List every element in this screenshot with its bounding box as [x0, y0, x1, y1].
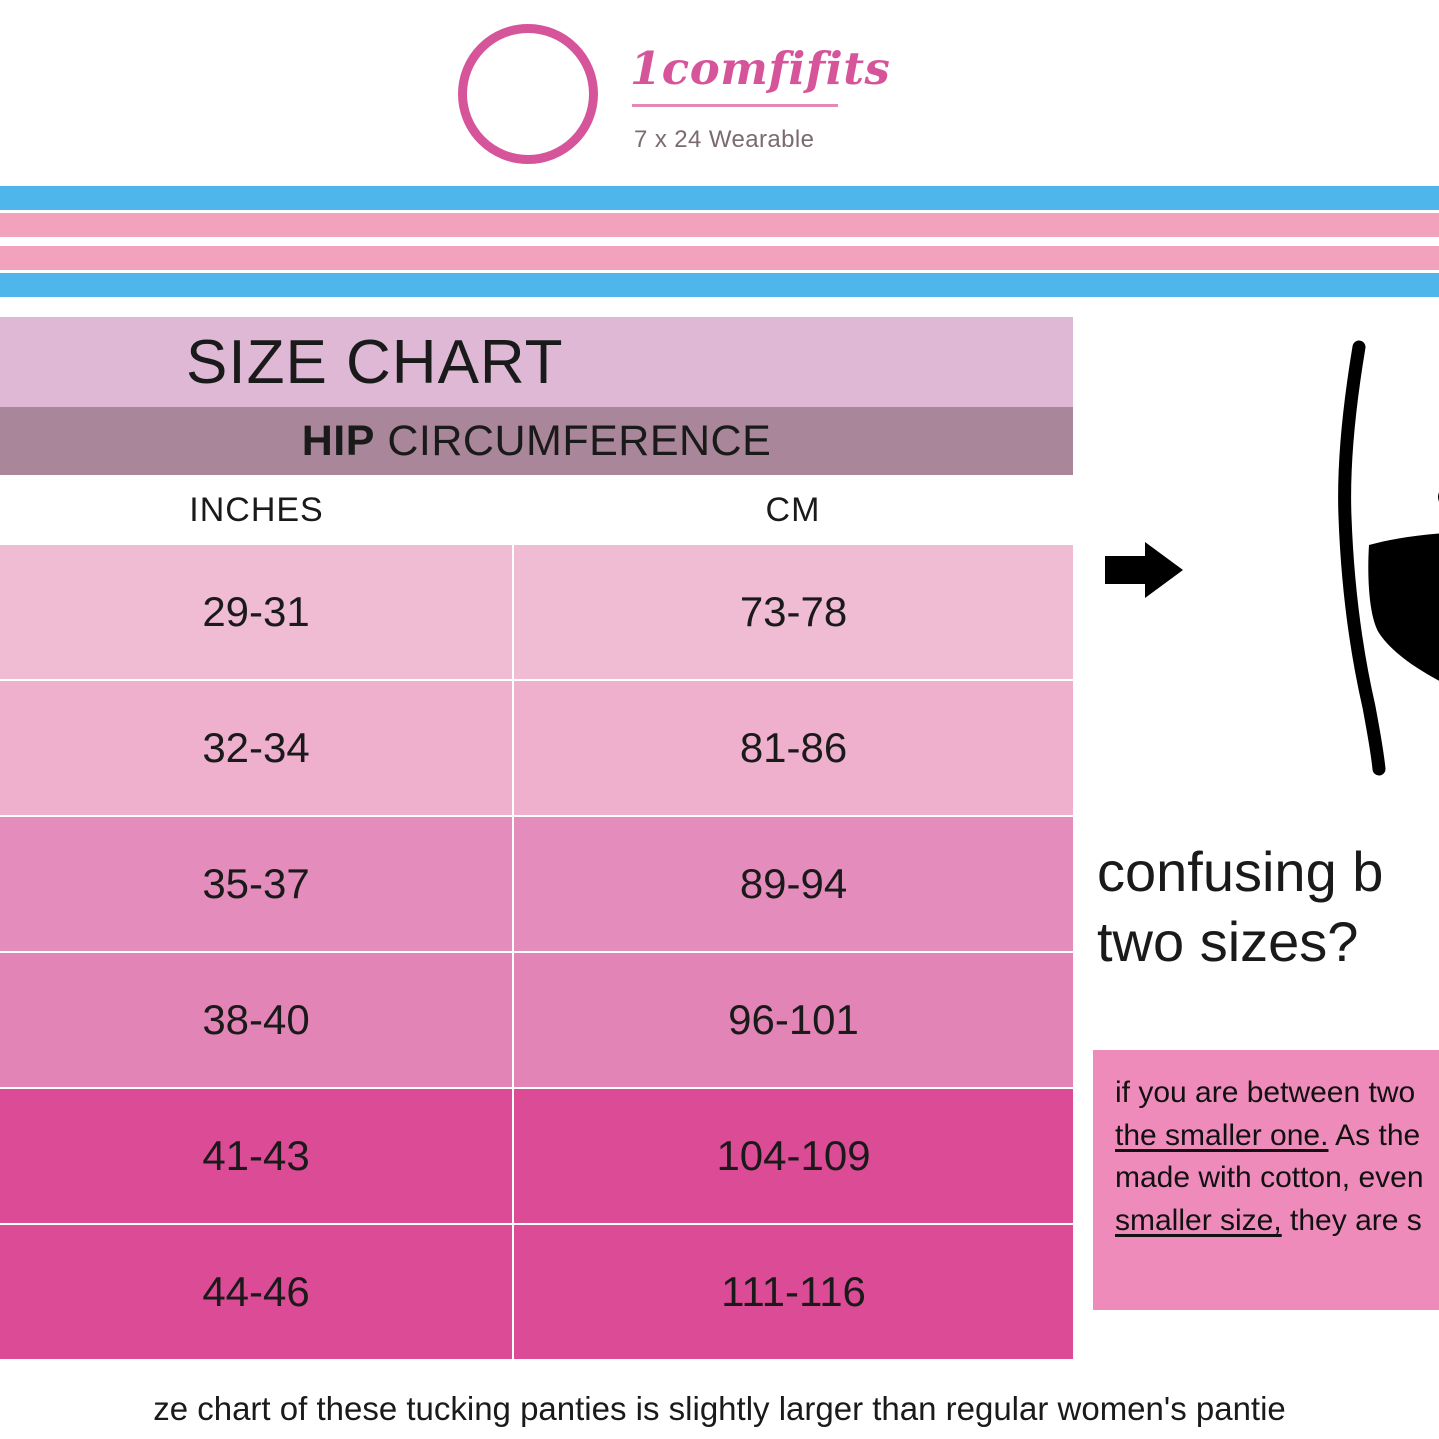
note-line-1: if you are between two [1115, 1076, 1416, 1109]
cell-inches: 44-46 [0, 1225, 514, 1359]
size-chart [0, 317, 1073, 1361]
hip-label-strong: HIP [301, 416, 375, 465]
cell-inches: 41-43 [0, 1089, 514, 1223]
table-row [0, 817, 1073, 953]
question-line-1: confusing b [1097, 840, 1384, 903]
stripe-pink-upper [0, 213, 1439, 237]
stripe-blue-bottom [0, 273, 1439, 297]
cell-cm: 73-78 [739, 588, 848, 635]
cell-cm: 81-86 [739, 724, 848, 771]
brand-ring-icon [458, 24, 598, 164]
cell-cm: 104-109 [716, 1132, 871, 1179]
stripe-band [0, 186, 1439, 308]
hip-label-rest: CIRCUMFERENCE [374, 416, 772, 465]
brand-name: 1comfifits [630, 42, 891, 95]
note-line-2-rest: As the [1328, 1118, 1421, 1152]
column-header-cm: CM [765, 490, 821, 529]
hip-circumference-bar [0, 407, 1073, 475]
table-row [0, 1089, 1073, 1225]
page-title: SIZE CHART [186, 327, 564, 397]
cell-inches: 35-37 [0, 817, 514, 951]
brand-header [0, 0, 1439, 186]
cell-cm: 111-116 [721, 1268, 866, 1315]
note-line-4-underlined: smaller size, [1115, 1203, 1282, 1237]
brand-divider [632, 104, 838, 107]
note-box [1093, 1050, 1439, 1310]
arrow-shaft [1105, 556, 1147, 584]
cell-inches: 29-31 [0, 545, 514, 679]
table-header-row [0, 475, 1073, 545]
table-row [0, 681, 1073, 817]
note-line-2-underlined: the smaller one. [1115, 1118, 1329, 1152]
cell-inches: 38-40 [0, 953, 514, 1087]
table-row [0, 545, 1073, 681]
right-panel [1073, 317, 1439, 1377]
stripe-blue-top [0, 186, 1439, 210]
footer-note: ze chart of these tucking panties is slightly larger than regular women's pantie [153, 1390, 1286, 1427]
note-line-3: made with cotton, even [1115, 1161, 1424, 1195]
hip-circumference-label [302, 417, 772, 466]
note-text [1115, 1072, 1439, 1242]
question-text [1097, 837, 1439, 977]
note-line-4-rest: they are s [1281, 1203, 1422, 1237]
question-line-2: two sizes? [1097, 910, 1359, 973]
cell-inches: 32-34 [0, 681, 514, 815]
brand-tagline: 7 x 24 Wearable [634, 126, 815, 153]
cell-cm: 96-101 [728, 996, 859, 1043]
size-chart-title-bar [0, 317, 1073, 407]
column-header-inches: INCHES [189, 490, 324, 529]
stripe-pink-lower [0, 246, 1439, 270]
cell-cm: 89-94 [739, 860, 848, 907]
table-row [0, 953, 1073, 1089]
body-silhouette-icon [1173, 337, 1439, 787]
table-row [0, 1225, 1073, 1361]
